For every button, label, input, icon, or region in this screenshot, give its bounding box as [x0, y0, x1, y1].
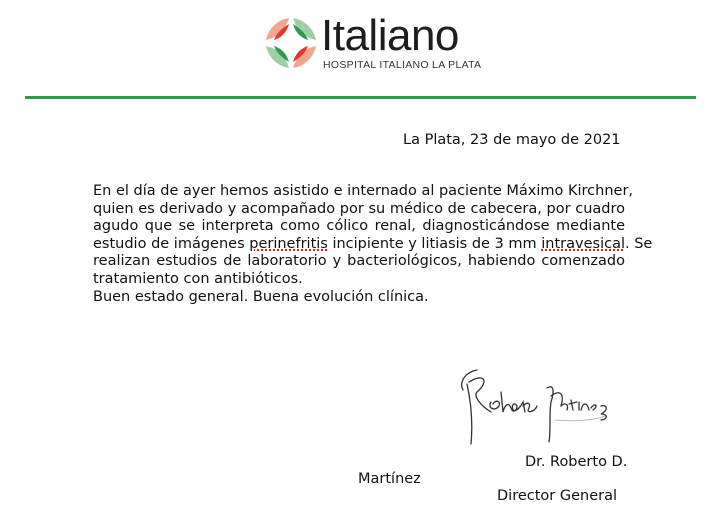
header-divider: [25, 96, 696, 99]
signatory-title: Director General: [497, 488, 618, 504]
letter-body: [93, 183, 653, 306]
handwritten-signature: [455, 362, 615, 452]
body-line: [93, 235, 653, 254]
body-line: agudo que se interpreta como cólico renal, diagnosticándose mediante: [93, 218, 625, 235]
logo-title: Italiano: [321, 11, 459, 60]
logo-subtitle: HOSPITAL ITALIANO LA PLATA: [323, 59, 482, 71]
body-line: tratamiento con antibióticos.: [93, 270, 303, 287]
text: . Se: [625, 235, 653, 252]
text: estudio de imágenes: [93, 235, 250, 252]
misspelled-word[interactable]: perinefritis: [249, 235, 328, 252]
body-line: realizan estudios de laboratorio y bacteriológicos, habiendo comenzado: [93, 253, 625, 270]
letter-date: La Plata, 23 de mayo de 2021: [403, 132, 621, 148]
misspelled-word[interactable]: intravesical: [541, 235, 625, 252]
text: incipiente y litiasis de 3 mm: [327, 235, 542, 252]
hospital-logo-icon: [264, 16, 318, 70]
body-line: En el día de ayer hemos asistido e internado al paciente Máximo Kirchner,: [93, 183, 634, 199]
signatory-name-line1: Dr. Roberto D.: [525, 454, 628, 470]
body-line: quien es derivado y acompañado por su médico de cabecera, por cuadro: [93, 200, 625, 217]
body-line: Buen estado general. Buena evolución clínica.: [93, 288, 429, 305]
signatory-name-line2: Martínez: [358, 471, 421, 487]
